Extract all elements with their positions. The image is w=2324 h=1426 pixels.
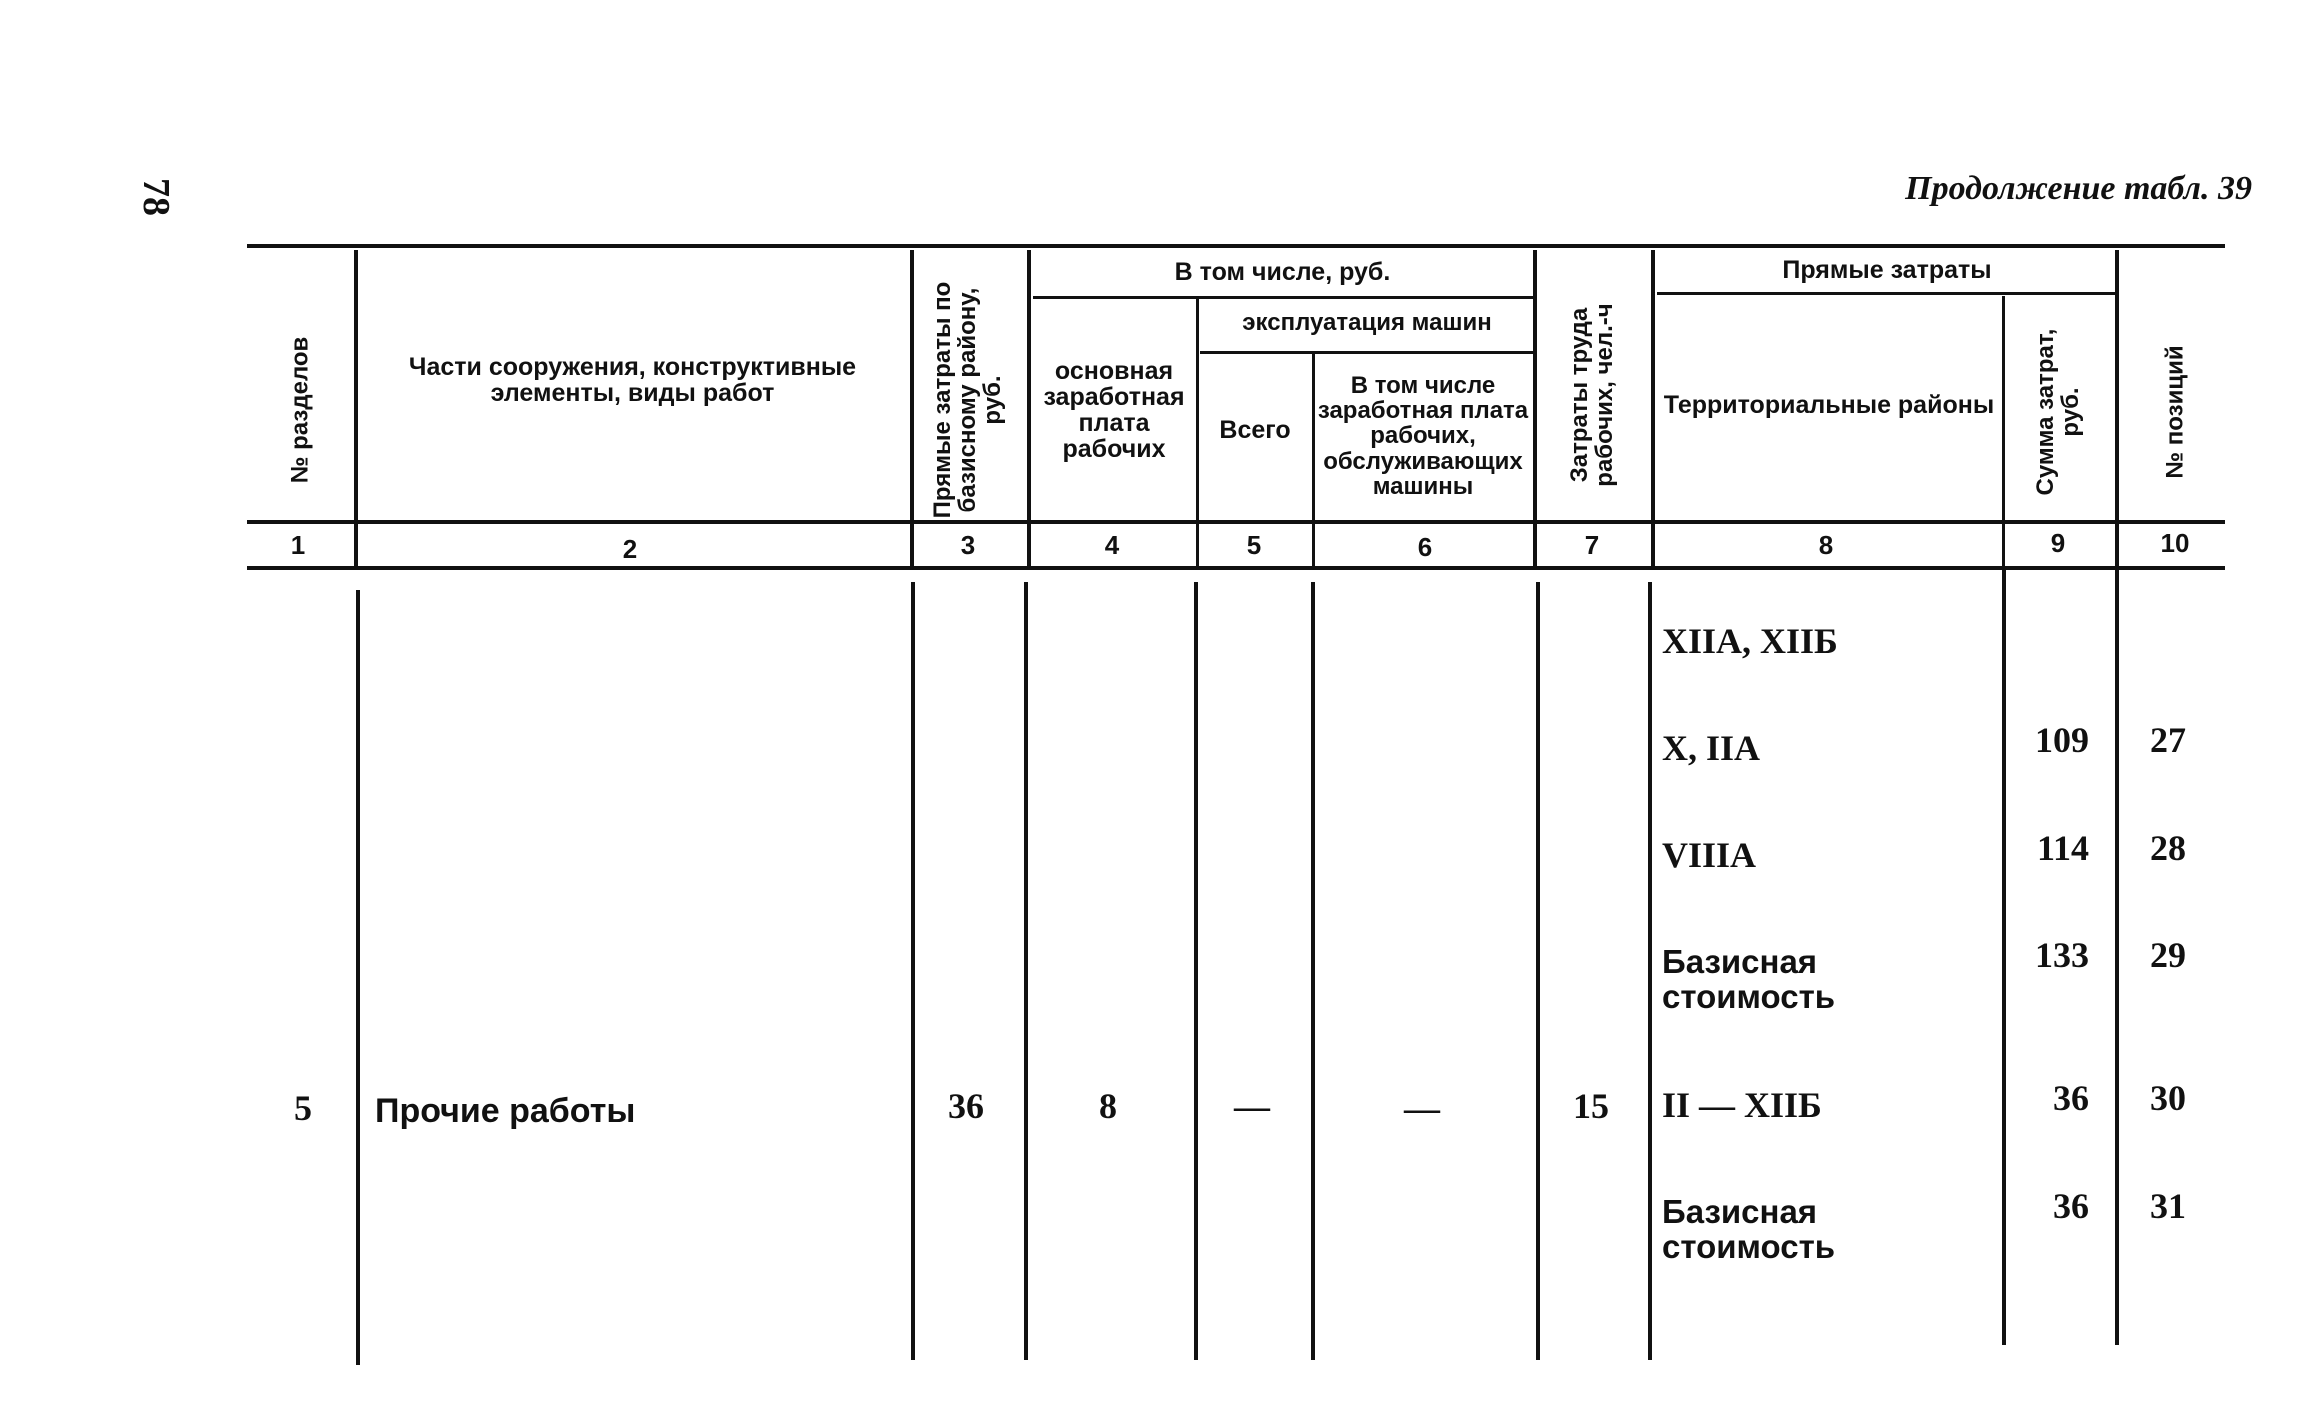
group-rule-8-9 — [1657, 292, 2119, 295]
region-pos-2: 27 — [2150, 720, 2186, 760]
header-machine-wages: В том числе заработная плата рабочих, обслуживающих машины — [1317, 372, 1529, 500]
region-pos-3: 28 — [2150, 828, 2186, 868]
col-divider-2 — [910, 250, 914, 570]
header-cost-sum-text: Сумма затрат, руб. — [2031, 328, 2084, 496]
column-number-rule — [247, 566, 2225, 570]
body-divider-3 — [1024, 582, 1028, 1360]
body-divider-9 — [2115, 570, 2119, 1345]
region-name-1: XIIА, XIIБ — [1662, 621, 1838, 661]
col-number-4: 4 — [1104, 530, 1120, 560]
col-divider-8 — [2002, 296, 2005, 570]
col-number-8: 8 — [1818, 530, 1834, 560]
region-sum-3: 114 — [2036, 828, 2089, 868]
header-bottom-rule — [247, 520, 2225, 524]
header-direct-cost-base-text: Прямые затраты по базисному району, руб. — [929, 281, 1007, 519]
row-machines-wages: — — [1404, 1088, 1440, 1128]
row-base-wages: 8 — [1099, 1086, 1117, 1126]
body-divider-1 — [356, 590, 360, 1365]
group-rule-5-6 — [1200, 351, 1533, 354]
col-divider-7 — [1651, 250, 1655, 570]
col-divider-9 — [2115, 250, 2119, 570]
body-divider-5 — [1311, 582, 1315, 1360]
col-divider-1 — [354, 250, 358, 570]
header-section-number: № разделов — [286, 336, 314, 484]
header-work-parts: Части сооружения, конструктивные элементы, виды работ — [408, 352, 857, 407]
row-direct-cost: 36 — [948, 1086, 984, 1126]
header-base-wages: основная заработная плата рабочих — [1043, 356, 1185, 464]
header-labor-costs-text: Затраты труда рабочих, чел.-ч — [1565, 303, 1618, 487]
col-number-9: 9 — [2050, 528, 2066, 558]
group-rule-4-6 — [1033, 296, 1533, 299]
col-number-3: 3 — [960, 530, 976, 560]
body-divider-2 — [911, 582, 915, 1360]
row-section-number: 5 — [294, 1088, 312, 1128]
region-name-6: Базисная стоимость — [1662, 1193, 1836, 1265]
col-divider-4 — [1196, 298, 1199, 570]
table-caption: Продолжение табл. 39 — [1905, 170, 2252, 207]
header-territorial-regions: Территориальные районы — [1663, 390, 1995, 419]
page-number: 78 — [135, 178, 177, 216]
col-number-6: 6 — [1417, 532, 1433, 562]
region-pos-4: 29 — [2150, 935, 2186, 975]
col-divider-5 — [1312, 353, 1315, 570]
region-name-3: VIIIА — [1662, 835, 1757, 875]
body-divider-6 — [1536, 582, 1540, 1360]
row-machines-total: — — [1234, 1086, 1270, 1126]
header-machine-operation: эксплуатация машин — [1242, 309, 1492, 337]
region-name-5: II — XIIБ — [1662, 1085, 1822, 1125]
region-name-2: X, IIА — [1662, 728, 1761, 768]
header-direct-costs-group: Прямые затраты — [1782, 255, 1992, 284]
col-number-7: 7 — [1584, 530, 1600, 560]
row-labor-costs: 15 — [1573, 1086, 1609, 1126]
header-position-number: № позиций — [2161, 345, 2189, 479]
col-divider-3 — [1027, 250, 1031, 570]
body-divider-4 — [1194, 582, 1198, 1360]
region-pos-6: 31 — [2150, 1186, 2186, 1226]
body-divider-7 — [1648, 582, 1652, 1360]
col-number-2: 2 — [622, 534, 638, 564]
region-sum-5: 36 — [2053, 1078, 2089, 1118]
region-name-4: Базисная стоимость — [1662, 943, 1836, 1015]
header-machines-total: Всего — [1219, 415, 1291, 444]
region-pos-5: 30 — [2150, 1078, 2186, 1118]
region-sum-6: 36 — [2053, 1186, 2089, 1226]
header-including-group: В том числе, руб. — [1174, 257, 1391, 286]
col-number-5: 5 — [1246, 530, 1262, 560]
col-number-10: 10 — [2160, 528, 2190, 558]
region-sum-2: 109 — [2035, 720, 2089, 760]
header-direct-cost-base — [930, 280, 1006, 520]
col-divider-6 — [1533, 250, 1537, 570]
header-labor-costs — [1567, 275, 1617, 515]
col-number-1: 1 — [290, 530, 306, 560]
row-work-name: Прочие работы — [375, 1092, 636, 1130]
region-sum-4: 133 — [2035, 935, 2089, 975]
header-cost-sum — [2033, 322, 2083, 502]
